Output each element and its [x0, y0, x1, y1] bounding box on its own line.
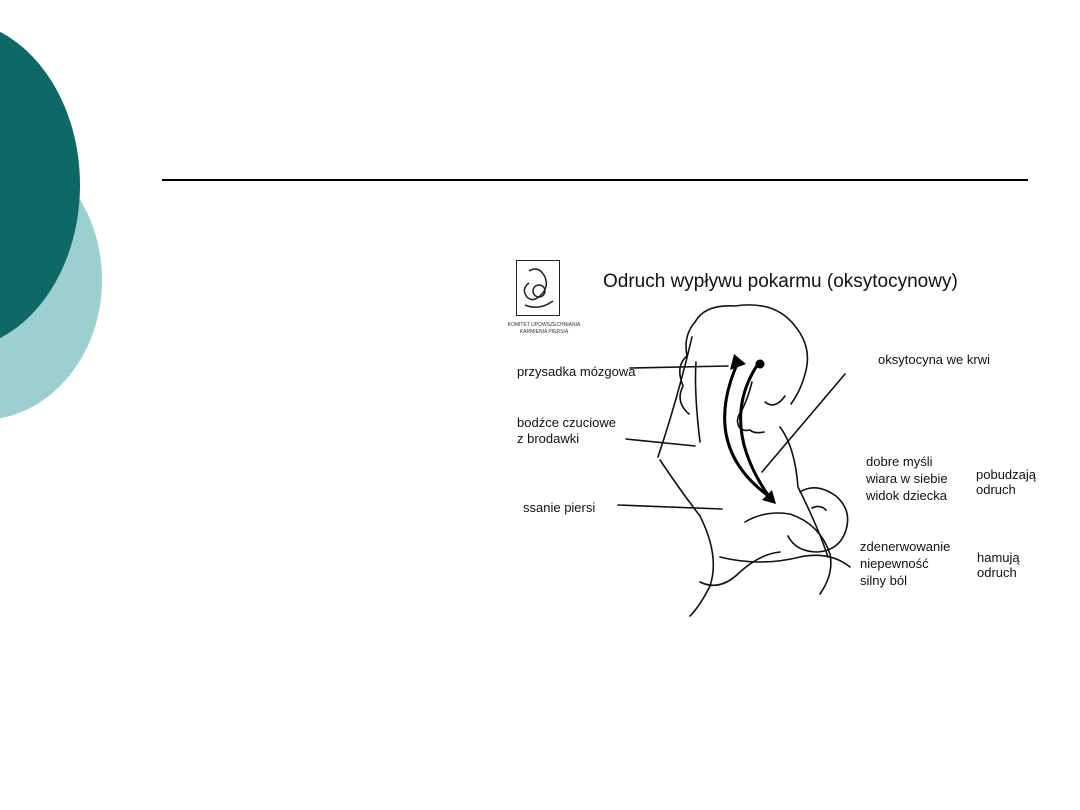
label-oxytocin: oksytocyna we krwi [878, 352, 990, 367]
logo-caption: KOMITET UPOWSZECHNIANIA KARMIENIA PIERSIĄ [507, 322, 581, 335]
label-nerves-2: z brodawki [517, 431, 580, 446]
title-divider [162, 179, 1028, 181]
label-good-1: dobre myśli [866, 454, 933, 469]
label-nerves-1: bodźce czuciowe [517, 415, 616, 430]
label-pituitary: przysadka mózgowa [517, 364, 636, 379]
label-inhibit-1: hamują [977, 550, 1020, 565]
label-stimulate-1: pobudzają [976, 467, 1036, 482]
label-stimulate-2: odruch [976, 482, 1016, 497]
label-good-2: wiara w siebie [866, 471, 948, 486]
label-good-3: widok dziecka [866, 488, 947, 503]
diagram-title: Odruch wypływu pokarmu (oksytocynowy) [603, 271, 958, 292]
label-bad-2: niepewność [860, 556, 929, 571]
label-suckling: ssanie piersi [523, 500, 596, 515]
oxytocin-reflex-diagram [490, 252, 1050, 632]
label-inhibit-2: odruch [977, 565, 1017, 580]
label-bad-3: silny ból [860, 573, 907, 588]
label-bad-1: zdenerwowanie [860, 539, 951, 554]
